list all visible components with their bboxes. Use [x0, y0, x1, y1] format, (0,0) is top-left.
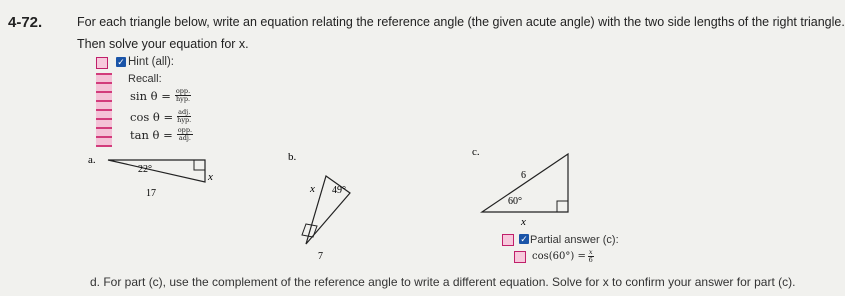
- cos-den: hyp.: [177, 116, 192, 124]
- partial-den: 6: [588, 256, 593, 264]
- tan-num: opp.: [177, 126, 193, 134]
- triangle-c-side: 6: [521, 170, 526, 181]
- recall-label: Recall:: [128, 73, 162, 85]
- triangle-c-unknown: x: [521, 216, 526, 228]
- triangle-a-angle: 22°: [138, 164, 152, 175]
- problem-number: 4-72.: [8, 14, 43, 31]
- triangle-b-label: b.: [288, 151, 297, 163]
- triangle-c-label: c.: [472, 146, 480, 158]
- cos-num: adj.: [178, 108, 191, 116]
- triangle-a: [88, 154, 213, 199]
- hint-label: Hint (all):: [128, 56, 175, 68]
- triangle-a-side: 17: [146, 188, 156, 199]
- partial-lhs: cos(60°) =: [532, 251, 586, 262]
- triangle-b-side: 7: [318, 251, 323, 262]
- problem-prompt-line2: Then solve your equation for x.: [77, 37, 249, 51]
- partial-toggle-icon[interactable]: [502, 234, 514, 246]
- triangle-a-unknown: x: [208, 171, 213, 183]
- problem-prompt: For each triangle below, write an equation relating the reference angle (the given acute angle) with the two side lengths of the right triangle.: [77, 15, 845, 29]
- sin-den: hyp.: [175, 95, 191, 103]
- cos-lhs: cos θ =: [130, 109, 174, 124]
- triangle-b-unknown: x: [310, 183, 315, 195]
- partial-formula: [532, 249, 594, 264]
- partial-fraction: [588, 249, 594, 264]
- part-d-prompt: d. For part (c), use the complement of the reference angle to write a different equation. Solve for x to confirm your answer for part (c).: [90, 275, 796, 289]
- tan-lhs: tan θ =: [130, 127, 173, 142]
- triangle-c-angle: 60°: [508, 196, 522, 207]
- hint-checkbox-icon[interactable]: ✓: [117, 57, 125, 67]
- sin-num: opp.: [175, 87, 191, 95]
- tan-den: adj.: [178, 134, 191, 142]
- triangle-c: [472, 146, 568, 228]
- sin-lhs: sin θ =: [130, 88, 171, 103]
- triangle-a-label: a.: [88, 154, 96, 166]
- partial-checkbox-icon[interactable]: ✓: [520, 234, 528, 244]
- triangle-b-angle: 49°: [332, 185, 346, 196]
- triangle-b: [288, 151, 350, 262]
- partial-label: Partial answer (c):: [530, 234, 619, 246]
- partial-answer-toggle-icon[interactable]: [514, 251, 526, 263]
- partial-num: x: [588, 248, 593, 256]
